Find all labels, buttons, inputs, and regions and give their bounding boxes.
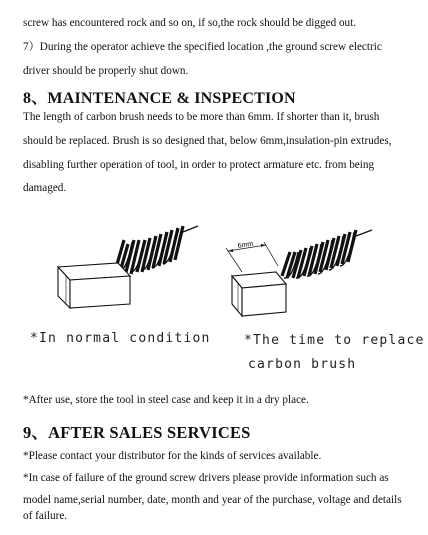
maintenance-para-line-4: damaged. xyxy=(23,182,67,194)
intro-line-1: screw has encountered rock and so on, if so,the rock should be digged out. xyxy=(23,17,357,29)
carbon-block-normal xyxy=(58,263,130,308)
storage-note: *After use, store the tool in steel case and keep it in a dry place. xyxy=(23,394,309,406)
maintenance-heading: 8、MAINTENANCE & INSPECTION xyxy=(23,90,296,107)
after-sales-line-2: *In case of failure of the ground screw drivers please provide information such as xyxy=(23,472,389,484)
brush-normal-illustration xyxy=(40,210,210,320)
caption-replace-line-1: *The time to replace xyxy=(244,333,425,348)
carbon-block-worn xyxy=(232,272,286,316)
intro-line-3: driver should be properly shut down. xyxy=(23,65,189,77)
after-sales-line-3: model name,serial number, date, month and year of the purchase, voltage and details xyxy=(23,494,402,506)
dimension-label: 6mm xyxy=(237,240,254,250)
maintenance-para-line-2: should be replaced. Brush is so designed that, below 6mm,insulation-pin extrudes, xyxy=(23,135,392,147)
maintenance-para-line-1: The length of carbon brush needs to be more than 6mm. If shorter than it, brush xyxy=(23,111,380,123)
caption-normal-condition: *In normal condition xyxy=(30,331,211,346)
dimension-marker xyxy=(226,241,278,272)
spring-replace xyxy=(282,230,372,278)
maintenance-para-line-3: disabling further operation of tool, in order to protect armature etc. from being xyxy=(23,159,375,171)
after-sales-line-1: *Please contact your distributor for the kinds of services available. xyxy=(23,450,322,462)
after-sales-line-4: of failure. xyxy=(23,510,68,522)
spring-normal xyxy=(116,226,198,274)
caption-replace-line-2: carbon brush xyxy=(248,357,357,372)
brush-replace-illustration xyxy=(218,222,398,332)
intro-line-2: 7）During the operator achieve the specified location ,the ground screw electric xyxy=(23,41,382,53)
after-sales-heading: 9、AFTER SALES SERVICES xyxy=(23,423,251,442)
